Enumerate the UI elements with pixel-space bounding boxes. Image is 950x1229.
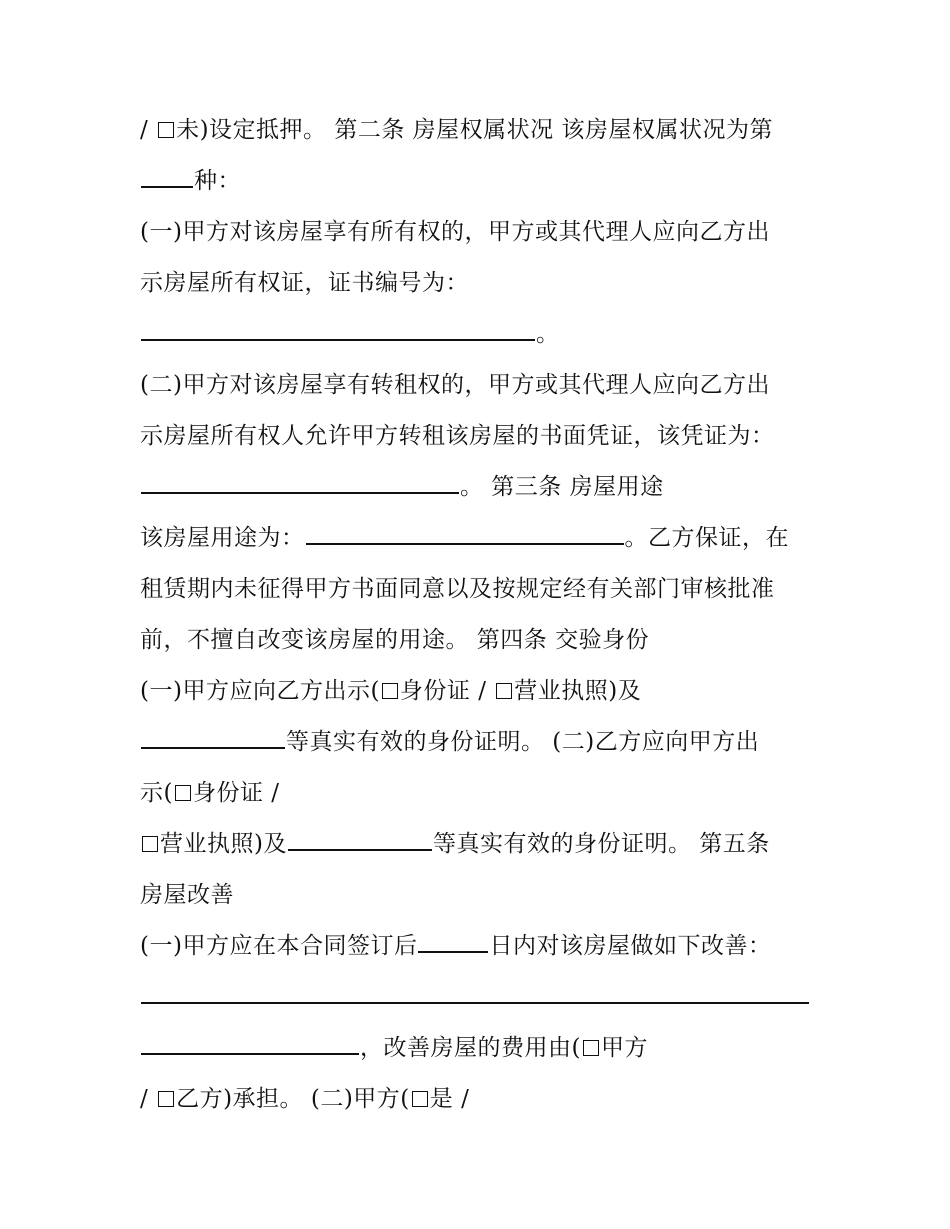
checkbox-icon[interactable] — [412, 1091, 428, 1107]
text-segment: 房屋改善 — [140, 882, 234, 908]
text-segment: 。 第三条 房屋用途 — [460, 474, 664, 500]
improvement-blank[interactable] — [141, 984, 809, 1004]
text-line — [140, 1084, 469, 1114]
text-line — [140, 676, 641, 706]
checkbox-icon[interactable] — [175, 785, 191, 801]
text-line — [140, 217, 770, 247]
text-segment: 种： — [194, 168, 241, 194]
text-line — [140, 523, 789, 553]
text-line — [140, 625, 649, 655]
text-segment: 日内对该房屋做如下改善： — [489, 933, 772, 959]
text-segment: 。 — [536, 321, 560, 347]
checkbox-icon[interactable] — [158, 122, 174, 138]
certificate-number-blank[interactable] — [141, 321, 535, 341]
text-segment: / — [140, 1086, 157, 1112]
usage-blank[interactable] — [306, 525, 624, 545]
checkbox-icon[interactable] — [583, 1040, 599, 1056]
text-line — [140, 115, 773, 145]
text-segment: (二)甲方对该房屋享有转租权的，甲方或其代理人应向乙方出 — [140, 372, 770, 398]
text-segment: 该房屋用途为： — [140, 525, 305, 551]
text-segment: (一)甲方应在本合同签订后 — [140, 933, 418, 959]
text-segment: 甲方 — [600, 1035, 648, 1061]
text-segment: 营业执照)及 — [160, 831, 287, 857]
text-segment: 未)设定抵押。 第二条 房屋权属状况 该房屋权属状况为第 — [176, 117, 773, 143]
text-segment: (一)甲方应向乙方出示( — [140, 678, 380, 704]
checkbox-icon[interactable] — [142, 836, 158, 852]
text-segment: 租赁期内未征得甲方书面同意以及按规定经有关部门审核批准 — [140, 576, 775, 602]
text-line — [140, 931, 771, 961]
text-segment: 示( — [140, 780, 173, 806]
text-line — [140, 982, 810, 1012]
text-line — [140, 421, 775, 451]
text-segment: 示房屋所有权人允许甲方转租该房屋的书面凭证，该凭证为： — [140, 423, 775, 449]
id-proof-blank[interactable] — [288, 831, 432, 851]
text-segment: 营业执照)及 — [514, 678, 642, 704]
text-line — [140, 319, 560, 349]
text-line — [140, 472, 664, 502]
text-line — [140, 268, 469, 298]
text-segment: 身份证 / — [399, 678, 495, 704]
text-segment: 等真实有效的身份证明。 (二)乙方应向甲方出 — [286, 729, 760, 755]
text-segment: 前，不擅自改变该房屋的用途。 第四条 交验身份 — [140, 627, 650, 653]
text-line — [140, 880, 234, 910]
text-segment: 是 / — [429, 1086, 470, 1112]
fill-in-blank[interactable] — [141, 168, 193, 188]
text-segment: 等真实有效的身份证明。 第五条 — [432, 831, 770, 857]
text-line — [140, 778, 280, 808]
days-blank[interactable] — [418, 933, 488, 953]
text-segment: 。乙方保证，在 — [624, 525, 789, 551]
text-line — [140, 166, 241, 196]
text-segment: 示房屋所有权证，证书编号为： — [140, 270, 469, 296]
text-segment: 身份证 / — [192, 780, 280, 806]
voucher-blank[interactable] — [141, 474, 459, 494]
improvement-blank[interactable] — [141, 1035, 359, 1055]
checkbox-icon[interactable] — [382, 683, 398, 699]
id-proof-blank[interactable] — [141, 729, 285, 749]
checkbox-icon[interactable] — [496, 683, 512, 699]
text-segment: / — [140, 117, 157, 143]
text-line — [140, 1033, 648, 1063]
text-segment: 乙方)承担。 (二)甲方( — [176, 1086, 410, 1112]
text-line — [140, 727, 759, 757]
text-line — [140, 829, 770, 859]
text-line — [140, 574, 775, 604]
text-line — [140, 370, 770, 400]
text-segment: ，改善房屋的费用由( — [360, 1035, 581, 1061]
checkbox-icon[interactable] — [158, 1091, 174, 1107]
text-segment: (一)甲方对该房屋享有所有权的，甲方或其代理人应向乙方出 — [140, 219, 770, 245]
